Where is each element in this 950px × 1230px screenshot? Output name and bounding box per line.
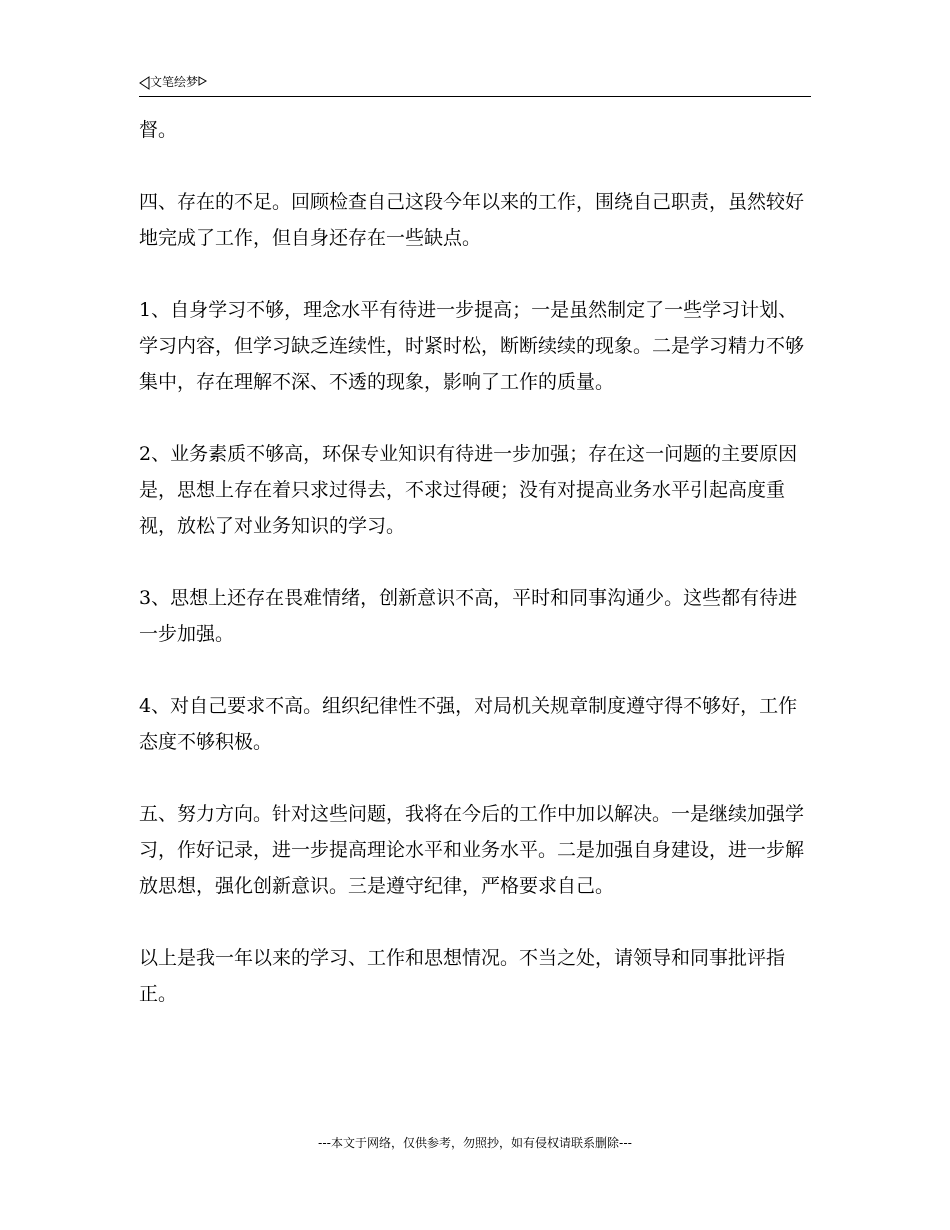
paragraph: 四、存在的不足。回顾检查自己这段今年以来的工作，围绕自己职责，虽然较好地完成了工作，但自身还存在一些缺点。 <box>139 191 805 249</box>
document-body <box>139 112 811 1048</box>
header-brand <box>139 74 207 90</box>
page-header <box>139 72 811 97</box>
paragraph: 以上是我一年以来的学习、工作和思想情况。不当之处，请领导和同事批评指正。 <box>139 947 786 1005</box>
paragraph: 4、对自己要求不高。组织纪律性不强，对局机关规章制度遵守得不够好，工作态度不够积极。 <box>139 695 798 753</box>
paragraph: 1、自身学习不够，理念水平有待进一步提高；一是虽然制定了一些学习计划、学习内容，但学习缺乏连续性，时紧时松，断断续续的现象。二是学习精力不够集中，存在理解不深、不透的现象，影响了工作的质量。 <box>139 299 805 393</box>
paragraph: 3、思想上还存在畏难情绪，创新意识不高，平时和同事沟通少。这些都有待进一步加强。 <box>139 587 798 645</box>
footer-disclaimer: ---本文于网络，仅供参考，勿照抄，如有侵权请联系删除--- <box>318 1136 632 1150</box>
right-triangle-icon <box>198 76 207 86</box>
paragraph: 督。 <box>139 119 178 141</box>
left-triangle-icon <box>139 76 150 90</box>
paragraph: 五、努力方向。针对这些问题，我将在今后的工作中加以解决。一是继续加强学习，作好记录，进一步提高理论水平和业务水平。二是加强自身建设，进一步解放思想，强化创新意识。三是遵守纪律，严格要求自己。 <box>139 803 805 897</box>
header-title: 文笔绘梦 <box>150 75 199 89</box>
paragraph: 2、业务素质不够高，环保专业知识有待进一步加强；存在这一问题的主要原因是，思想上存在着只求过得去，不求过得硬；没有对提高业务水平引起高度重视，放松了对业务知识的学习。 <box>139 443 798 537</box>
